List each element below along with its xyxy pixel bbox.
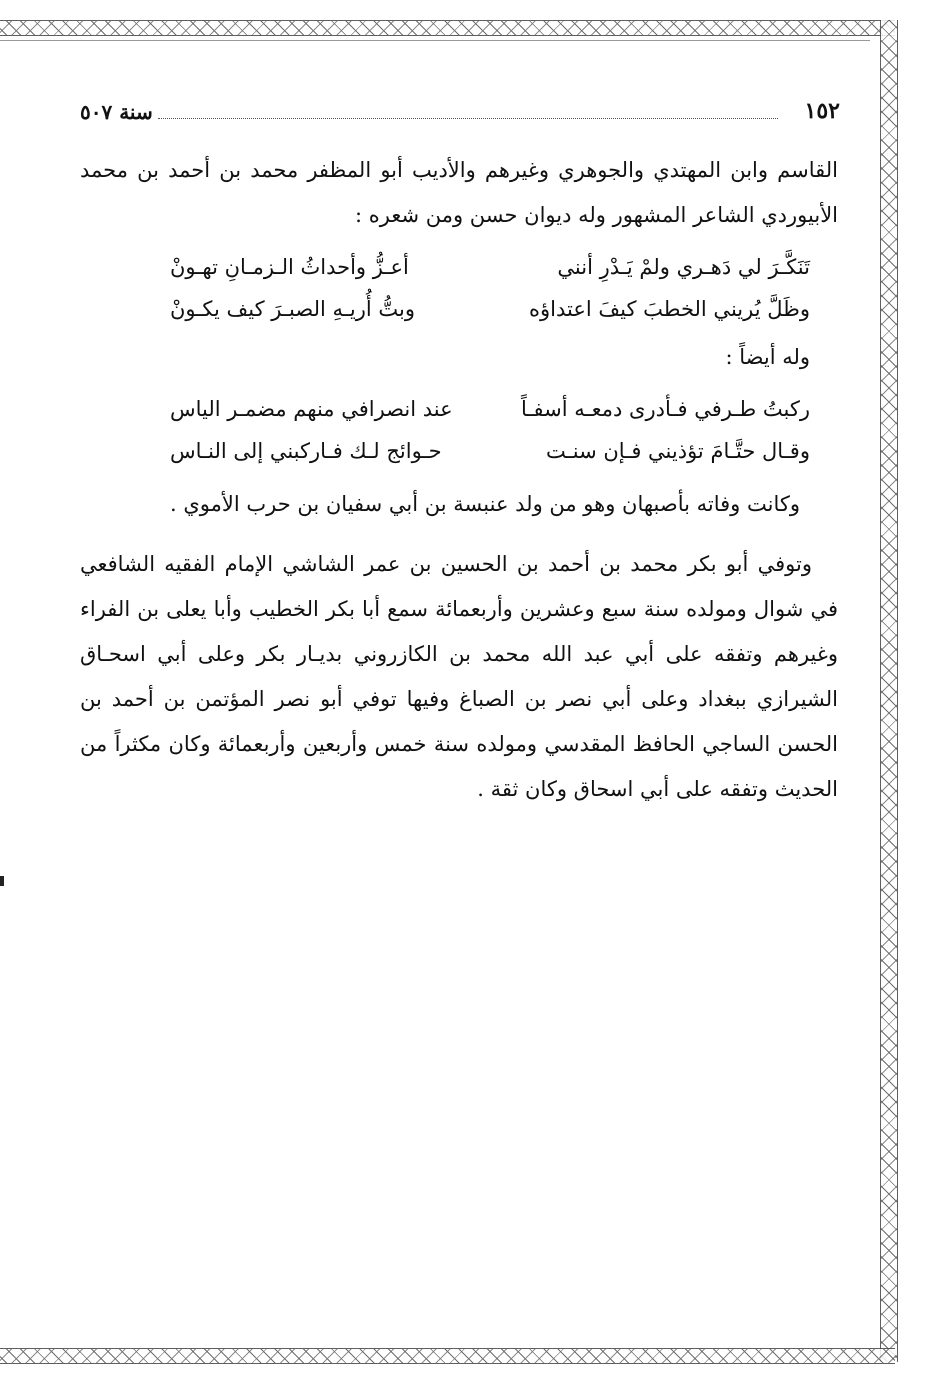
verse-second-hemistich: عند انصرافي منهم مضمـر الياس: [170, 397, 453, 421]
poem-intro-label: وله أيضاً :: [725, 345, 810, 369]
verse-line: [170, 246, 810, 288]
decorative-border-bottom: [0, 1348, 895, 1364]
paragraph-1: القاسم وابن المهتدي والجوهري وغيرهم والأديب أبو المظفر محمد بن أحمد بن محمد الأبيوردي الشاعر المشهور وله ديوان حسن ومن شعره :: [80, 158, 838, 227]
verse-first-hemistich: تَنَكَّـرَ لي دَهـري ولمْ يَـدْرِ أنني: [557, 255, 810, 279]
scan-margin-mark: [0, 876, 4, 886]
verse-first-hemistich: ركبتُ طـرفي فـأدرى دمعـه أسفـاً: [520, 397, 810, 421]
decorative-border-top: [0, 20, 895, 36]
verse-line: [170, 430, 810, 472]
verse-first-hemistich: وظَلَّ يُريني الخطبَ كيفَ اعتداؤه: [529, 297, 810, 321]
verse-first-hemistich: وقـال حتَّـامَ تؤذيني فـإن سنـت: [545, 439, 810, 463]
header-dotted-rule: [158, 118, 778, 119]
page-body: [80, 148, 838, 812]
verse-line: [170, 388, 810, 430]
border-inner-rule: [0, 40, 870, 41]
poem-2: [80, 388, 838, 472]
page-number: ١٥٢: [804, 98, 840, 124]
verse-second-hemistich: أعـزُّ وأحداثُ الـزمـانِ تهـونْ: [170, 255, 409, 279]
verse-second-hemistich: حـوائج لـك فـاركبني إلى النـاس: [170, 439, 442, 463]
death-note: وكانت وفاته بأصبهان وهو من ولد عنبسة بن أبي سفيان بن حرب الأموي .: [169, 492, 800, 516]
year-heading: سنة ٥٠٧: [80, 100, 153, 124]
paragraph-2: وتوفي أبو بكر محمد بن أحمد بن الحسين بن عمر الشاشي الإمام الفقيه الشافعي في شوال ومولده سنة سبع وعشرين وأربعمائة سمع أبا بكر الخطيب وأبا يعلى بن الفراء وغيرهم وتفقه على أبي عبد الله محمد بن الكازروني بديـار بكر وعلى أبي اسحـاق الشيرازي ببغداد وعلى أبي نصر بن الصباغ وفيها توفي أبو نصر المؤتمن بن أحمد بن الحسن الساجي الحافظ المقدسي ومولده سنة خمس وأربعين وأربعمائة وكان مكثراً من الحديث وتفقه على أبي اسحاق وكان ثقة .: [80, 552, 838, 801]
verse-second-hemistich: وبتُّ أُريـهِ الصبـرَ كيف يكـونْ: [170, 297, 415, 321]
poem-1: [80, 246, 838, 330]
verse-line: [170, 288, 810, 330]
running-header: [80, 98, 840, 132]
decorative-border-right: [880, 20, 898, 1362]
